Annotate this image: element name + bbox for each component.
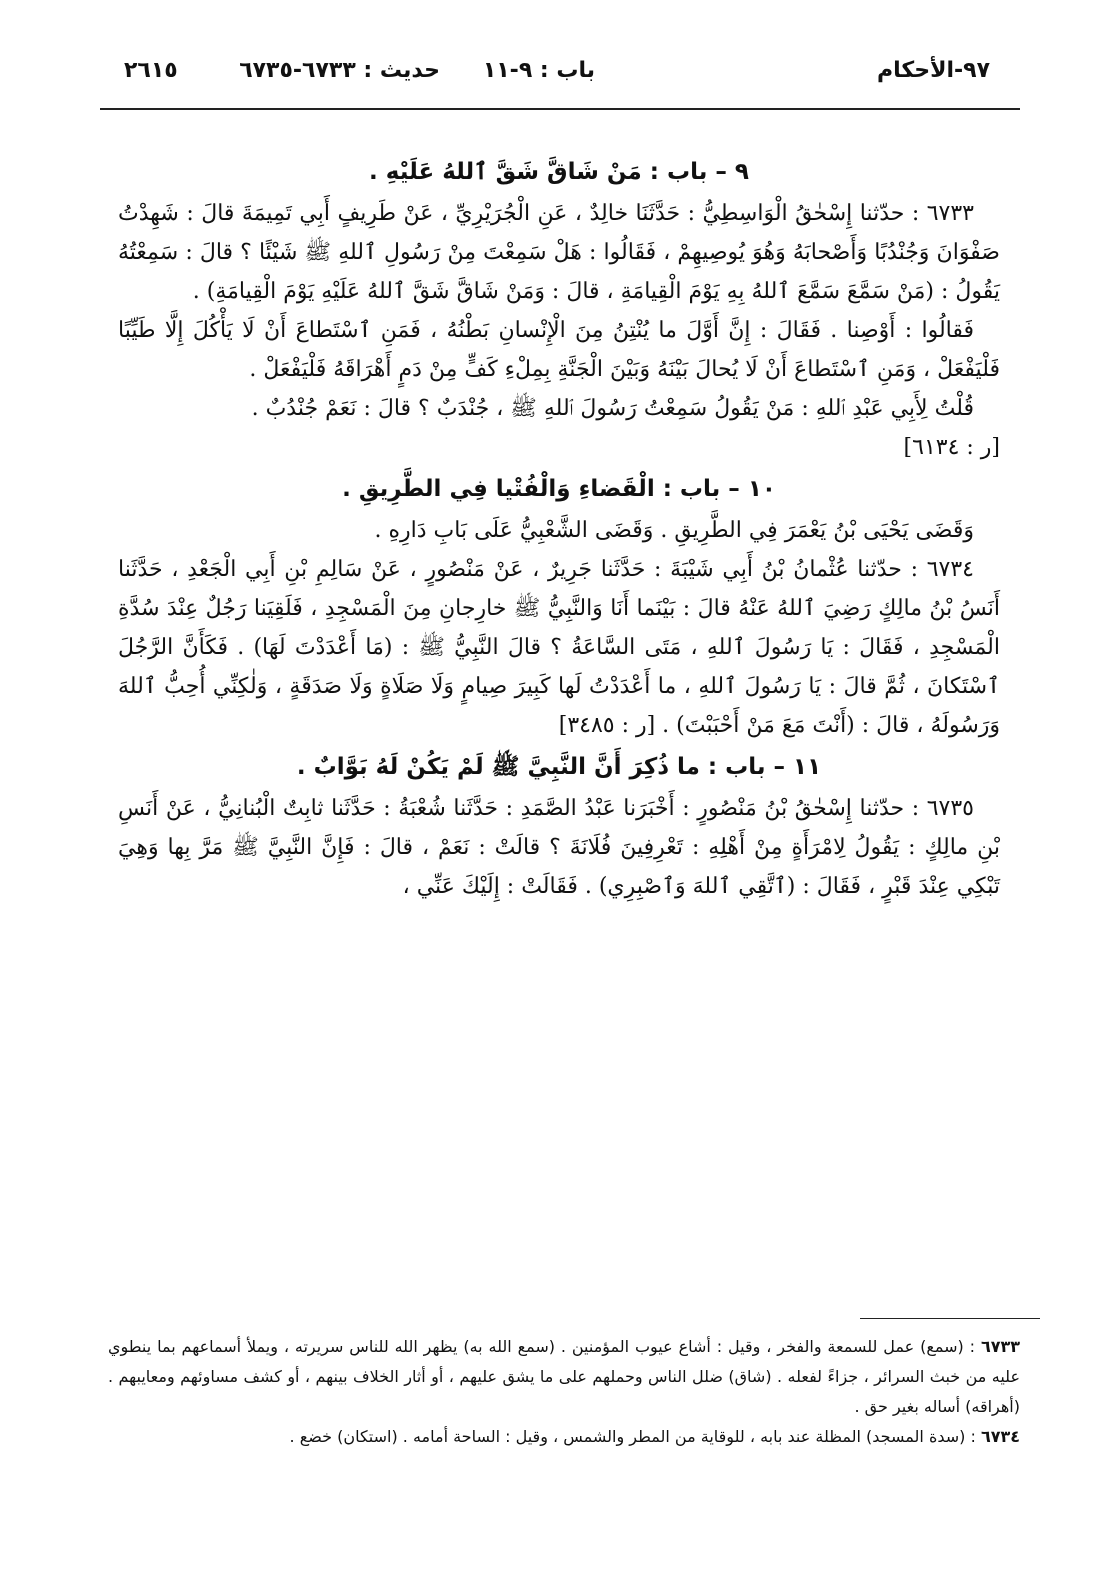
book-title: ٩٧-الأحكام bbox=[877, 58, 990, 83]
chapter-heading: ٩ – باب : مَنْ شَاقَّ شَقَّ ٱللهُ عَلَيْهِ . bbox=[369, 159, 749, 185]
cross-reference: [ر : ٦١٣٤] bbox=[903, 435, 1000, 460]
header-divider bbox=[100, 108, 1020, 110]
hadith-paragraph: ٦٧٣٣ : حدّثنا إِسْحٰقُ الْوَاسِطِيُّ : حَدَّثَنَا خالِدٌ ، عَنِ الْجُرَيْرِيِّ ، عَنْ طَرِيفٍ أَبِي تَمِيمَةَ قالَ : شَهِدْتُ صَفْوَانَ وَجُنْدُبًا وَأَصْحابَهُ وَهُوَ يُوصِيهِمْ ، فَقَالُوا : هَلْ سَمِعْتَ مِنْ رَسُولِ ٱللهِ ﷺ شَيْئًا ؟ قالَ : سَمِعْتُهُ يَقُولُ : (مَنْ سَمَّعَ سَمَّعَ ٱللهُ بِهِ يَوْمَ الْقِيامَةِ ، قالَ : وَمَنْ شَاقَّ شَقَّ ٱللهُ عَلَيْهِ يَوْمَ الْقِيامَةِ) . bbox=[118, 201, 1000, 304]
page-header bbox=[100, 52, 1020, 92]
hadith-paragraph: ٦٧٣٥ : حدّثنا إِسْحٰقُ بْنُ مَنْصُورٍ : أَخْبَرَنا عَبْدُ الصَّمَدِ : حَدَّثَنا شُعْبَةُ : حَدَّثَنا ثابِتٌ الْبُنانِيُّ ، عَنْ أَنَسِ بْنِ مالِكٍ : يَقُولُ لِامْرَأَةٍ مِنْ أَهْلِهِ : تَعْرِفِينَ فُلَانَةَ ؟ قالَتْ : نَعَمْ ، قالَ : فَإِنَّ النَّبِيَّ ﷺ مَرَّ بِها وَهِيَ تَبْكِي عِنْدَ قَبْرٍ ، فَقَالَ : (ٱتَّقِي ٱللهَ وَٱصْبِرِي) . فَقَالَتْ : إِلَيْكَ عَنِّي ، bbox=[118, 796, 1000, 899]
footnote bbox=[108, 1332, 1020, 1422]
hadith-range: حديث : ٦٧٣٣-٦٧٣٥ bbox=[239, 58, 440, 83]
footnote-number: ٦٧٣٤ bbox=[980, 1427, 1020, 1446]
hadith-paragraph: وَقَضَى يَحْيَى بْنُ يَعْمَرَ فِي الطَّرِيقِ . وَقَضَى الشَّعْبِيُّ عَلَى بَابِ دَارِهِ . bbox=[374, 518, 974, 543]
page-number: ٢٦١٥ bbox=[124, 58, 178, 83]
chapter-heading: ١٠ – باب : الْقَضاءِ وَالْفُتْيا فِي الطَّرِيقِ . bbox=[342, 476, 776, 502]
hadith-paragraph: ٦٧٣٤ : حدّثنا عُثْمانُ بْنُ أَبِي شَيْبَةَ : حَدَّثَنا جَرِيرٌ ، عَنْ مَنْصُورٍ ، عَنْ سَالِمِ بْنِ أَبِي الْجَعْدِ ، حَدَّثَنا أَنَسُ بْنُ مالِكٍ رَضِيَ ٱللهُ عَنْهُ قالَ : بَيْنَما أَنَا وَالنَّبِيُّ ﷺ خارِجانِ مِنَ الْمَسْجِدِ ، فَلَقِيَنا رَجُلٌ عِنْدَ سُدَّةِ الْمَسْجِدِ ، فَقَالَ : يَا رَسُولَ ٱللهِ ، مَتَى السَّاعَةُ ؟ قالَ النَّبِيُّ ﷺ : (مَا أَعْدَدْتَ لَهَا) . فَكَأَنَّ الرَّجُلَ ٱسْتَكانَ ، ثُمَّ قالَ : يَا رَسُولَ ٱللهِ ، ما أَعْدَدْتُ لَها كَبِيرَ صِيامٍ وَلَا صَلَاةٍ وَلَا صَدَقَةٍ ، وَلٰكِنِّي أُحِبُّ ٱللهَ وَرَسُولَهُ ، قالَ : (أَنْتَ مَعَ مَنْ أَحْبَبْتَ) . [ر : ٣٤٨٥] bbox=[118, 557, 1000, 738]
footnote-text: : (سمع) عمل للسمعة والفخر ، وقيل : أشاع عيوب المؤمنين . (سمع الله به) يظهر الله للناس سريرته ، ويملأ أسماعهم بما ينطوي عليه من خبث السرائر ، جزاءً لفعله . (شاق) ضلل الناس وحملهم على ما يشق عليهم ، أو أثار الخلاف بينهم ، أو كشف مساوئهم ومعايبهم . (أهراقه) أساله بغير حق . bbox=[108, 1337, 1020, 1416]
footnote-text: : (سدة المسجد) المظلة عند بابه ، للوقاية من المطر والشمس ، وقيل : الساحة أمامه . (استكان) خضع . bbox=[289, 1427, 976, 1446]
footnote-number: ٦٧٣٣ bbox=[980, 1337, 1020, 1356]
main-text bbox=[118, 150, 1000, 906]
chapter-heading: ١١ – باب : ما ذُكِرَ أَنَّ النَّبِيَّ ﷺ لَمْ يَكُنْ لَهُ بَوَّابٌ . bbox=[296, 754, 822, 780]
chapter-range: باب : ٩-١١ bbox=[482, 58, 595, 83]
footnotes bbox=[108, 1332, 1020, 1452]
footnote-divider bbox=[860, 1318, 1040, 1319]
footnote bbox=[108, 1422, 1020, 1452]
hadith-paragraph: فَقالُوا : أَوْصِنا . فَقَالَ : إِنَّ أَوَّلَ ما يُنْتِنُ مِنَ الْإِنْسانِ بَطْنُهُ ، فَمَنِ ٱسْتَطاعَ أَنْ لَا يَأْكُلَ إِلَّا طَيِّبًا فَلْيَفْعَلْ ، وَمَنِ ٱسْتَطاعَ أَنْ لَا يُحالَ بَيْنَهُ وَبَيْنَ الْجَنَّةِ بِمِلْءِ كَفٍّ مِنْ دَمٍ أَهْرَاقَهُ فَلْيَفْعَلْ . bbox=[118, 318, 1000, 382]
hadith-paragraph: قُلْتُ لِأَبِي عَبْدِ ٱللهِ : مَنْ يَقُولُ سَمِعْتُ رَسُولَ ٱللهِ ﷺ ، جُنْدَبٌ ؟ قالَ : نَعَمْ جُنْدُبٌ . bbox=[251, 396, 974, 421]
